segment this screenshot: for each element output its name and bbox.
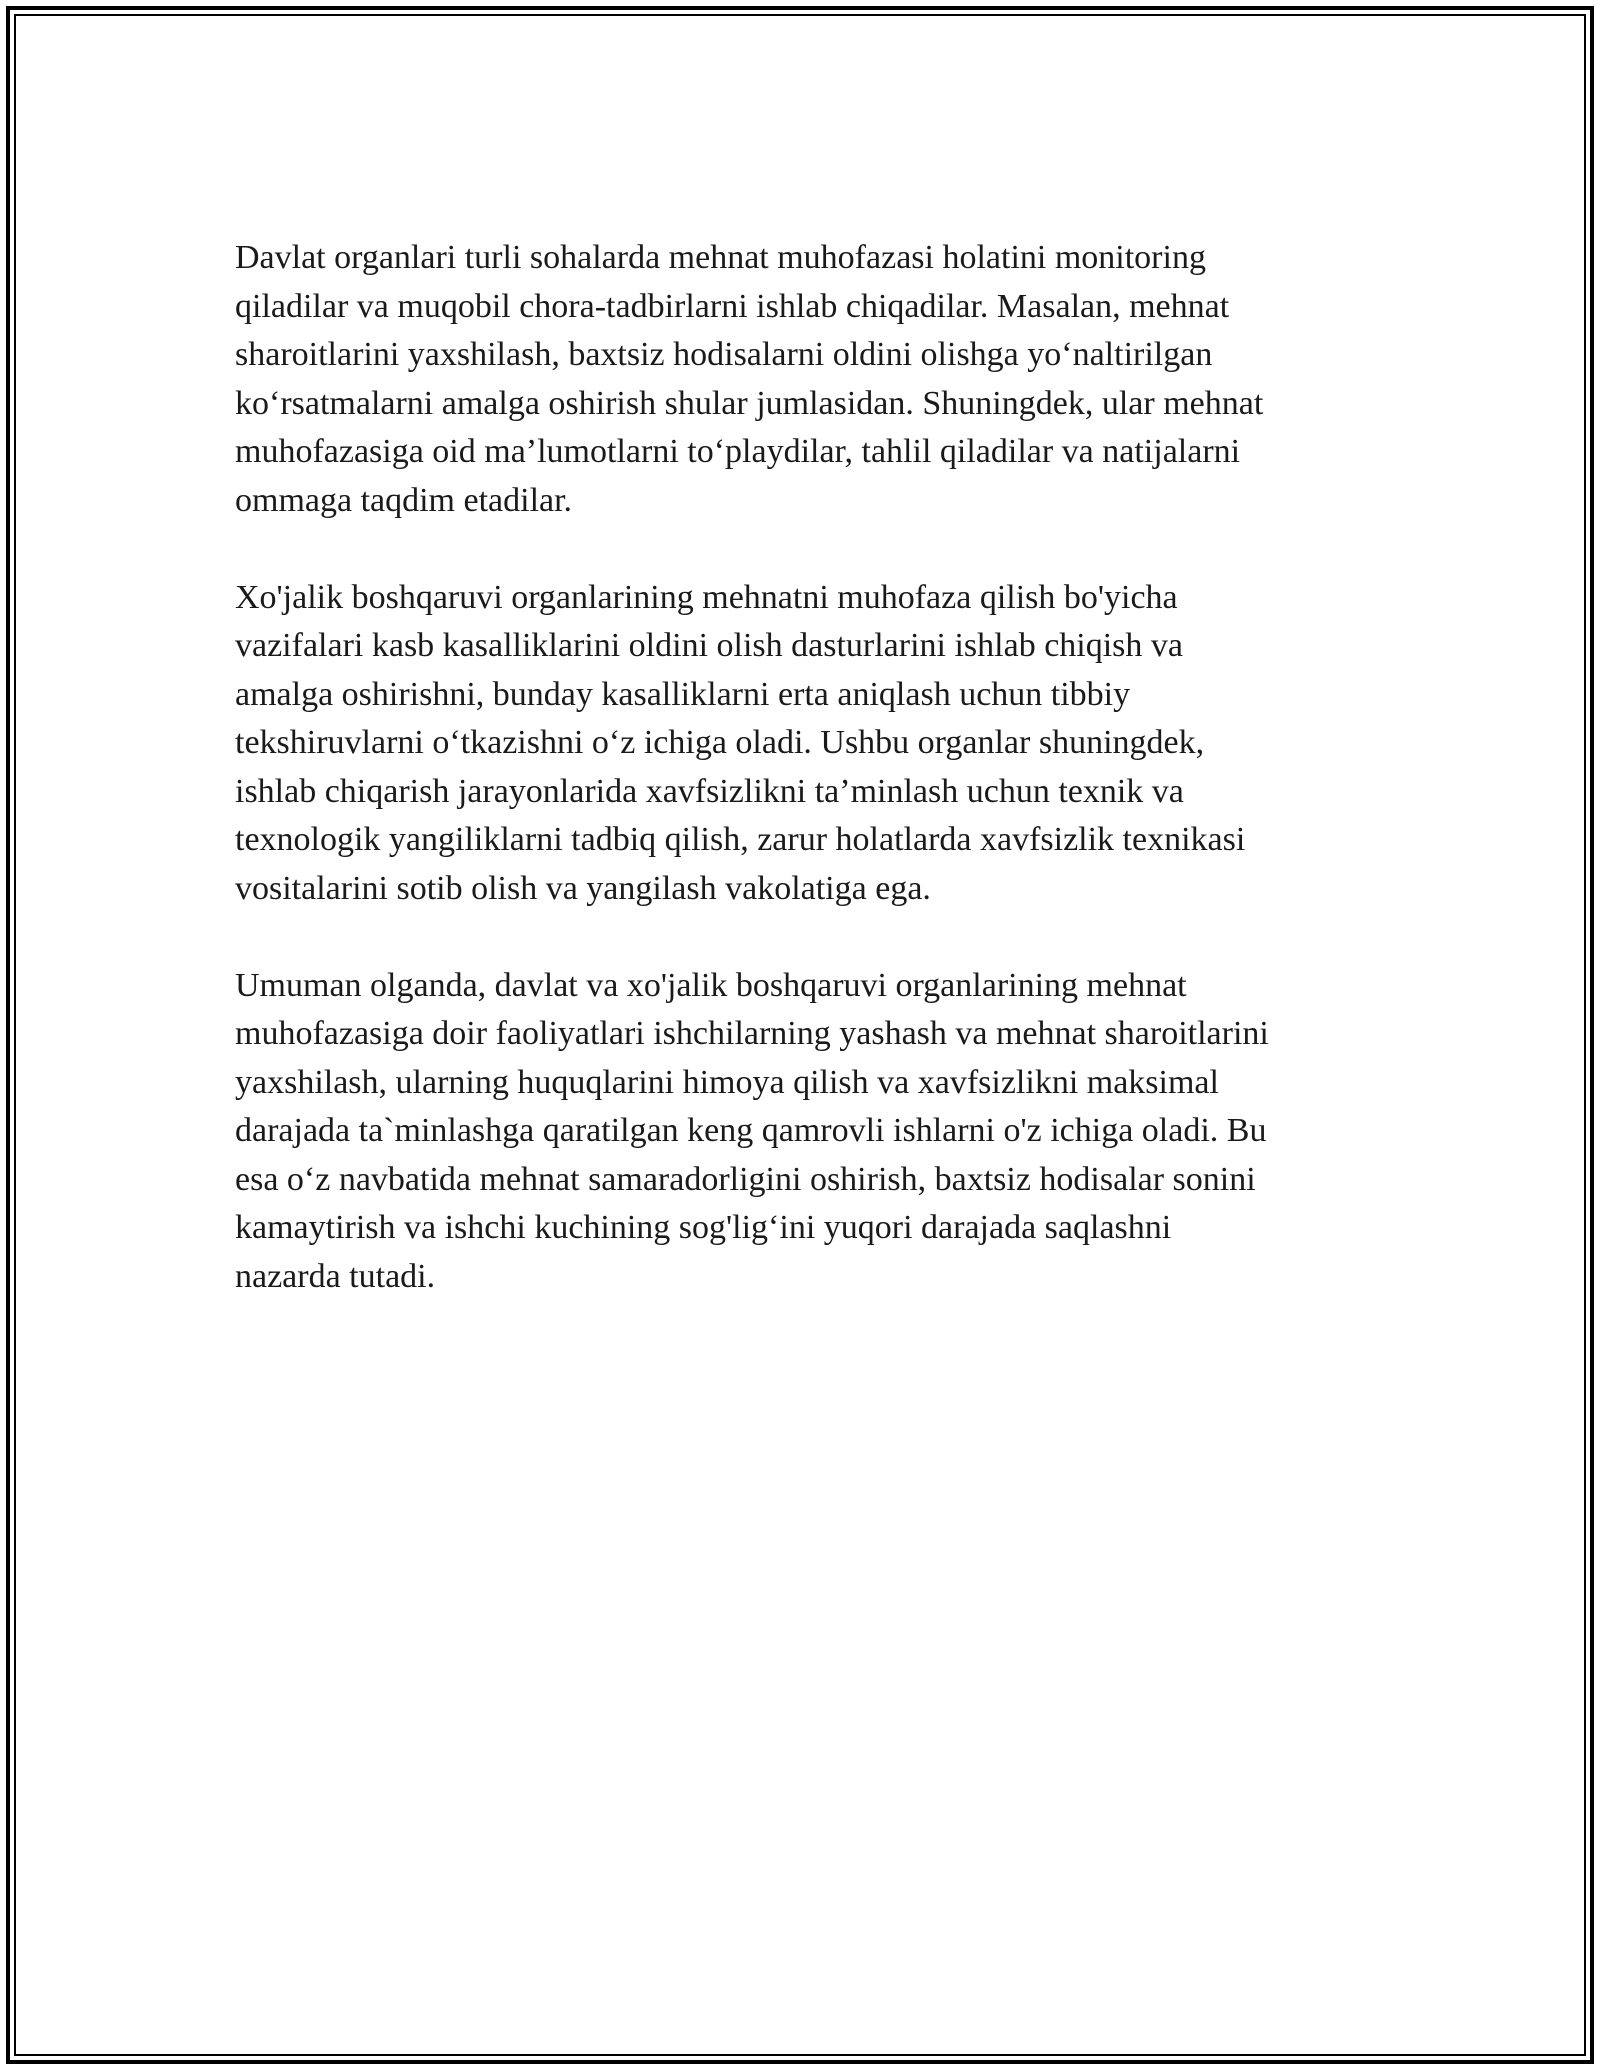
paragraph-2: Xo'jalik boshqaruvi organlarining mehnatni muhofaza qilish bo'yicha vazifalari kasb kasalliklarini oldini olish dasturlarini ishlab chiqish va amalga oshirishni, bunday kasalliklarni erta aniqlash uchun tibbiy tekshiruvlarni o‘tkazishni o‘z ichiga oladi. Ushbu organlar shuningdek, ishlab chiqarish jarayonlarida xavfsizlikni ta’minlash uchun texnik va texnologik yangiliklarni tadbiq qilish, zarur holatlarda xavfsizlik texnikasi vositalarini sotib olish va yangilash vakolatiga ega. — [235, 578, 1246, 907]
paragraph-3: Umuman olganda, davlat va xo'jalik boshqaruvi organlarining mehnat muhofazasiga doir faoliyatlari ishchilarning yashash va mehnat sharoitlarini yaxshilash, ularning huquqlarini himoya qilish va xavfsizlikni maksimal darajada ta`minlashga qaratilgan keng qamrovli ishlarni o'z ichiga oladi. Bu esa o‘z navbatida mehnat samaradorligini oshirish, baxtsiz hodisalar sonini kamaytirish va ishchi kuchining sog'lig‘ini yuqori darajada saqlashni nazarda tutadi. — [235, 966, 1269, 1295]
paragraph-1: Davlat organlari turli sohalarda mehnat muhofazasi holatini monitoring qiladilar va muqobil chora-tadbirlarni ishlab chiqadilar. Masalan, mehnat sharoitlarini yaxshilash, baxtsiz hodisalarni oldini olishga yo‘naltirilgan ko‘rsatmalarni amalga oshirish shular jumlasidan. Shuningdek, ular mehnat muhofazasiga oid ma’lumotlarni to‘playdilar, tahlil qiladilar va natijalarni ommaga taqdim etadilar. — [235, 239, 1264, 519]
document-body — [235, 234, 1375, 1350]
